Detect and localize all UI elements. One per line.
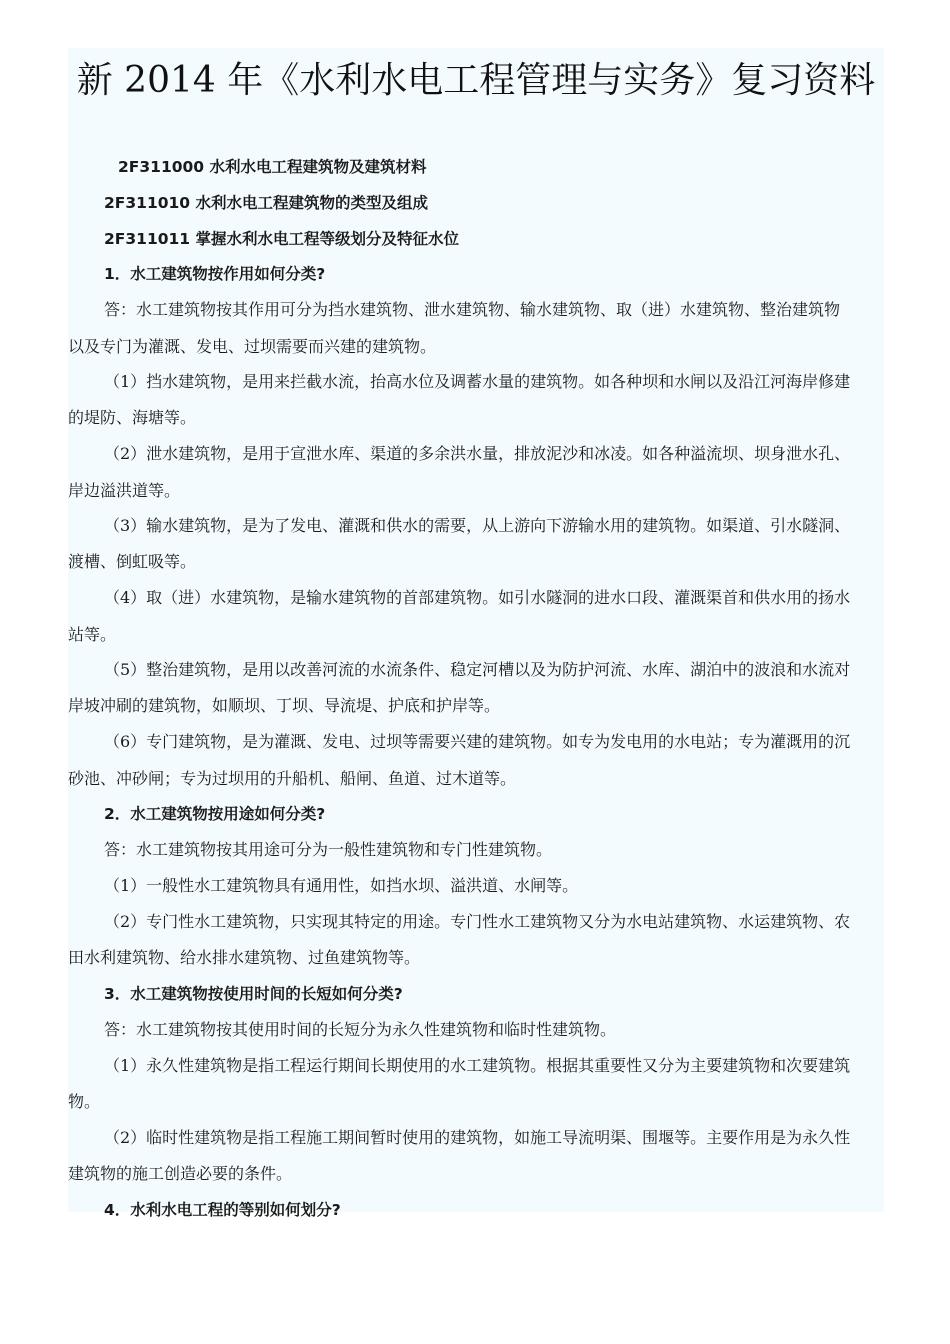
q1-item-3-line-2: 渡槽、倒虹吸等。 (68, 552, 197, 571)
q1-item-1-line-1: （1）挡水建筑物，是用来拦截水流，抬高水位及调蓄水量的建筑物。如各种坝和水闸以及沿江河海岸修建 (104, 372, 851, 391)
q1-item-5-line-1: （5）整治建筑物，是用以改善河流的水流条件、稳定河槽以及为防护河流、水库、湖泊中的波浪和水流对 (104, 660, 851, 679)
q1-item-6-line-1: （6）专门建筑物，是为灌溉、发电、过坝等需要兴建的建筑物。如专为发电用的水电站；专为灌溉用的沉 (104, 732, 851, 751)
q2-item-2-line-1: （2）专门性水工建筑物，只实现其特定的用途。专门性水工建筑物又分为水电站建筑物、水运建筑物、农 (104, 912, 851, 931)
q1-item-5-line-2: 岸坡冲刷的建筑物，如顺坝、丁坝、导流堤、护底和护岸等。 (68, 696, 501, 715)
document-title: 新 2014 年《水利水电工程管理与实务》复习资料 (76, 60, 876, 101)
answer-2: 答：水工建筑物按其用途可分为一般性建筑物和专门性建筑物。 (104, 840, 553, 859)
answer-1-line-2: 以及专门为灌溉、发电、过坝需要而兴建的建筑物。 (68, 337, 437, 356)
question-2: 2．水工建筑物按用途如何分类? (104, 805, 326, 823)
answer-1-line-1: 答：水工建筑物按其作用可分为挡水建筑物、泄水建筑物、输水建筑物、取（进）水建筑物、整治建筑物 (104, 300, 841, 319)
question-4: 4．水利水电工程的等别如何划分? (104, 1201, 341, 1219)
q1-item-3-line-1: （3）输水建筑物，是为了发电、灌溉和供水的需要，从上游向下游输水用的建筑物。如渠道、引水隧洞、 (104, 516, 851, 535)
q1-item-2-line-2: 岸边溢洪道等。 (68, 481, 181, 500)
q2-item-2-line-2: 田水利建筑物、给水排水建筑物、过鱼建筑物等。 (68, 948, 421, 967)
q3-item-1-line-2: 物。 (68, 1092, 101, 1111)
q1-item-4-line-1: （4）取（进）水建筑物，是输水建筑物的首部建筑物。如引水隧洞的进水口段、灌溉渠首和供水用的扬水 (104, 588, 851, 607)
heading-subsection: 2F311011 掌握水利水电工程等级划分及特征水位 (104, 230, 459, 248)
q1-item-2-line-1: （2）泄水建筑物，是用于宣泄水库、渠道的多余洪水量，排放泥沙和冰凌。如各种溢流坝、坝身泄水孔、 (104, 444, 851, 463)
q1-item-4-line-2: 站等。 (68, 625, 117, 644)
q3-item-2-line-1: （2）临时性建筑物是指工程施工期间暂时使用的建筑物，如施工导流明渠、围堰等。主要作用是为永久性 (104, 1128, 851, 1147)
q2-item-1: （1）一般性水工建筑物具有通用性，如挡水坝、溢洪道、水闸等。 (104, 876, 579, 895)
heading-section: 2F311010 水利水电工程建筑物的类型及组成 (104, 194, 428, 212)
q1-item-6-line-2: 砂池、冲砂闸；专为过坝用的升船机、船闸、鱼道、过木道等。 (68, 769, 517, 788)
answer-3: 答：水工建筑物按其使用时间的长短分为永久性建筑物和临时性建筑物。 (104, 1020, 617, 1039)
question-1: 1．水工建筑物按作用如何分类? (104, 265, 326, 283)
q3-item-2-line-2: 建筑物的施工创造必要的条件。 (68, 1164, 293, 1183)
q3-item-1-line-1: （1）永久性建筑物是指工程运行期间长期使用的水工建筑物。根据其重要性又分为主要建筑物和次要建筑 (104, 1056, 851, 1075)
q1-item-1-line-2: 的堤防、海塘等。 (68, 408, 197, 427)
heading-chapter: 2F311000 水利水电工程建筑物及建筑材料 (118, 158, 427, 176)
question-3: 3．水工建筑物按使用时间的长短如何分类? (104, 985, 403, 1003)
